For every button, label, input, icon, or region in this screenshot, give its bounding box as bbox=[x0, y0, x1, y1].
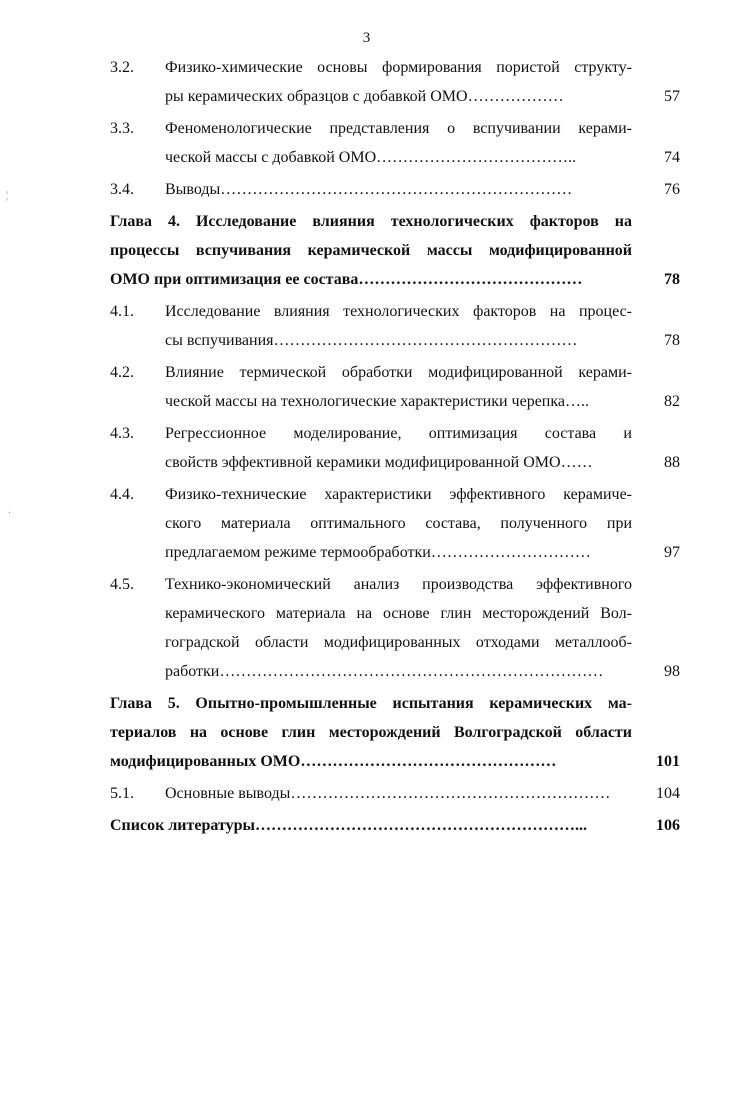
toc-section-entry bbox=[110, 297, 680, 358]
toc-section-entry bbox=[110, 779, 680, 811]
toc-entry-text: Список литературы……………………………………………………... bbox=[110, 817, 587, 834]
toc-section-number: 4.4. bbox=[110, 486, 134, 503]
toc-section-number: 4.3. bbox=[110, 425, 134, 442]
toc-entry-text: Физико-технические характеристики эффективного керамиче- bbox=[165, 486, 632, 503]
toc-line bbox=[110, 747, 680, 776]
toc-section-entry bbox=[110, 358, 680, 419]
toc-page-number: 78 bbox=[664, 271, 680, 288]
toc-entry-text: ры керамических образцов с добавкой ОМО……………… bbox=[165, 88, 564, 105]
toc-line bbox=[110, 689, 680, 718]
toc-line bbox=[110, 599, 680, 628]
toc-section-entry bbox=[110, 480, 680, 570]
toc-entry-text: териалов на основе глин месторождений Волгоградской области bbox=[110, 724, 632, 741]
toc-page-number: 57 bbox=[664, 88, 680, 105]
toc-line bbox=[110, 297, 680, 326]
toc-line bbox=[110, 387, 680, 416]
toc-section-number: 5.1. bbox=[110, 785, 134, 802]
toc-line bbox=[110, 358, 680, 387]
toc-section-number: 4.2. bbox=[110, 364, 134, 381]
toc-entry-text: ческой массы с добавкой ОМО……………………………….. bbox=[165, 149, 577, 166]
toc-line bbox=[110, 538, 680, 567]
toc-section-number: 3.4. bbox=[110, 181, 134, 198]
toc-entry-text: работки……………………………………………………………… bbox=[165, 663, 604, 680]
toc-line bbox=[110, 82, 680, 111]
toc-entry-text: сы вспучивания………………………………………………… bbox=[165, 332, 578, 349]
toc-entry-text: Регрессионное моделирование, оптимизация состава и bbox=[165, 425, 632, 442]
toc-entry-text: Влияние термической обработки модифицированной керами- bbox=[165, 364, 632, 381]
toc-line bbox=[110, 114, 680, 143]
toc-line bbox=[110, 570, 680, 599]
margin-mark: · bbox=[8, 508, 12, 519]
toc-page-number: 82 bbox=[664, 393, 680, 410]
toc-entry-text: ОМО при оптимизация ее состава…………………………………… bbox=[110, 271, 583, 288]
toc-chapter-entry bbox=[110, 689, 680, 779]
toc-page-number: 104 bbox=[656, 785, 680, 802]
toc-line bbox=[110, 53, 680, 82]
toc-line bbox=[110, 236, 680, 265]
toc-page-number: 106 bbox=[656, 817, 680, 834]
toc-entry-text: Феноменологические представления о вспучивании керами- bbox=[165, 120, 632, 137]
table-of-contents bbox=[110, 53, 680, 843]
toc-page-number: 76 bbox=[664, 181, 680, 198]
toc-section-entry bbox=[110, 175, 680, 207]
toc-section-entry bbox=[110, 53, 680, 114]
toc-line bbox=[110, 207, 680, 236]
toc-line bbox=[110, 779, 680, 808]
toc-entry-text: Физико-химические основы формирования пористой структу- bbox=[165, 59, 632, 76]
toc-entry-text: керамического материала на основе глин месторождений Вол- bbox=[165, 605, 632, 622]
toc-section-entry bbox=[110, 419, 680, 480]
toc-entry-text: модифицированных ОМО………………………………………… bbox=[110, 753, 557, 770]
toc-entry-text: Глава 4. Исследование влияния технологических факторов на bbox=[110, 213, 632, 230]
toc-entry-text: гоградской области модифицированных отходами металлооб- bbox=[165, 634, 632, 651]
toc-entry-text: Глава 5. Опытно-промышленные испытания керамических ма- bbox=[110, 695, 632, 712]
toc-entry-text: свойств эффективной керамики модифицированной ОМО…… bbox=[165, 454, 593, 471]
toc-line bbox=[110, 448, 680, 477]
toc-line bbox=[110, 628, 680, 657]
toc-line bbox=[110, 718, 680, 747]
toc-page-number: 98 bbox=[664, 663, 680, 680]
toc-section-number: 4.5. bbox=[110, 576, 134, 593]
toc-chapter-entry bbox=[110, 811, 680, 843]
toc-entry-text: ского материала оптимального состава, полученного при bbox=[165, 515, 632, 532]
toc-section-number: 4.1. bbox=[110, 303, 134, 320]
margin-mark: ¦ bbox=[6, 190, 9, 201]
toc-line bbox=[110, 509, 680, 538]
toc-line bbox=[110, 657, 680, 686]
toc-entry-text: Исследование влияния технологических факторов на процес- bbox=[165, 303, 632, 320]
toc-page-number: 78 bbox=[664, 332, 680, 349]
toc-entry-text: Выводы………………………………………………………… bbox=[165, 181, 573, 198]
toc-entry-text: Основные выводы…………………………………………………… bbox=[165, 785, 611, 802]
toc-line bbox=[110, 265, 680, 294]
toc-line bbox=[110, 143, 680, 172]
toc-section-entry bbox=[110, 114, 680, 175]
toc-section-number: 3.2. bbox=[110, 59, 134, 76]
toc-entry-text: предлагаемом режиме термообработки………………………… bbox=[165, 544, 591, 561]
toc-line bbox=[110, 326, 680, 355]
toc-entry-text: процессы вспучивания керамической массы модифицированной bbox=[110, 242, 632, 259]
toc-line bbox=[110, 480, 680, 509]
toc-line bbox=[110, 811, 680, 840]
page-number: 3 bbox=[362, 30, 371, 46]
toc-chapter-entry bbox=[110, 207, 680, 297]
toc-page-number: 88 bbox=[664, 454, 680, 471]
toc-entry-text: ческой массы на технологические характеристики черепка….. bbox=[165, 393, 589, 410]
toc-page-number: 101 bbox=[656, 753, 680, 770]
toc-line bbox=[110, 175, 680, 204]
toc-page-number: 74 bbox=[664, 149, 680, 166]
toc-section-number: 3.3. bbox=[110, 120, 134, 137]
toc-entry-text: Технико-экономический анализ производства эффективного bbox=[165, 576, 632, 593]
toc-line bbox=[110, 419, 680, 448]
toc-page-number: 97 bbox=[664, 544, 680, 561]
toc-section-entry bbox=[110, 570, 680, 689]
